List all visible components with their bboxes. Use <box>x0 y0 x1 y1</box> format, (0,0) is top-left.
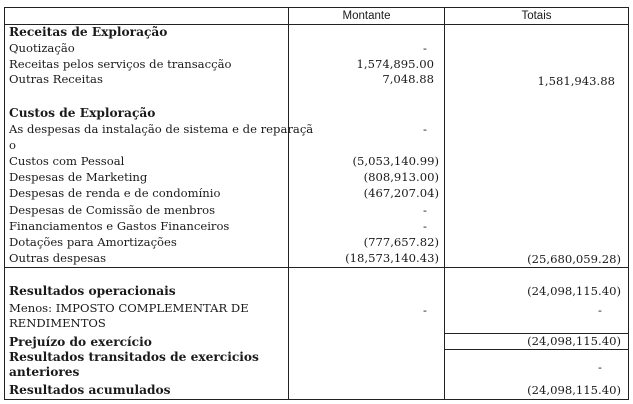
row-label-transitados: Resultados transitados de exercicios <box>9 350 259 364</box>
row-label-outras-despesas: Outras despesas <box>9 251 107 265</box>
top-border <box>4 7 629 8</box>
row-label-instalacao-cont: o <box>9 138 16 152</box>
row-label-transitados-cont: anteriores <box>9 365 80 379</box>
row-montante-renda: (467,207.04) <box>363 186 439 200</box>
row-label-pessoal: Custos com Pessoal <box>9 154 125 168</box>
section-title-custos: Custos de Exploração <box>9 106 156 120</box>
row-label-amortizacoes: Dotações para Amortizações <box>9 235 177 249</box>
row-montante-outras-receitas: 7,048.88 <box>382 72 434 86</box>
row-totais-resultados-operacionais: (24,098,115.40) <box>527 284 621 298</box>
totals-rule-transitados <box>444 349 629 350</box>
bottom-border <box>4 399 629 400</box>
row-montante-financiamentos: - <box>423 219 427 233</box>
left-border <box>4 7 5 400</box>
row-totais-imposto: - <box>598 303 602 317</box>
row-label-servicos: Receitas pelos serviços de transacção <box>9 57 232 71</box>
row-montante-instalacao: - <box>423 122 427 136</box>
row-montante-amortizacoes: (777,657.82) <box>363 235 439 249</box>
row-montante-comissao: - <box>423 203 427 217</box>
row-montante-imposto: - <box>423 303 427 317</box>
header-totais: Totais <box>521 10 552 22</box>
row-totais-transitados: - <box>598 360 602 374</box>
row-label-renda: Despesas de renda e de condomínio <box>9 186 221 200</box>
row-label-financiamentos: Financiamentos e Gastos Financeiros <box>9 219 230 233</box>
row-label-imposto: Menos: IMPOSTO COMPLEMENTAR DE <box>9 301 249 315</box>
row-montante-servicos: 1,574,895.00 <box>356 57 434 71</box>
col-divider-1 <box>288 7 289 400</box>
row-montante-quotizacao: - <box>423 41 427 55</box>
row-totais-acumulados: (24,098,115.40) <box>527 383 621 397</box>
row-totais-prejuizo: (24,098,115.40) <box>527 334 621 348</box>
section-divider <box>4 267 629 268</box>
row-montante-marketing: (808,913.00) <box>363 170 439 184</box>
row-totais-custos: (25,680,059.28) <box>527 252 621 266</box>
row-label-outras-receitas: Outras Receitas <box>9 72 103 86</box>
col-divider-2 <box>444 7 445 400</box>
row-totais-receitas: 1,581,943.88 <box>537 74 615 88</box>
row-montante-pessoal: (5,053,140.99) <box>352 154 439 168</box>
section-title-receitas: Receitas de Exploração <box>9 25 168 39</box>
row-label-imposto-cont: RENDIMENTOS <box>9 316 106 330</box>
row-label-instalacao: As despesas da instalação de sistema e de reparaçã <box>9 122 314 136</box>
right-border <box>628 7 629 400</box>
header-montante: Montante <box>342 10 391 22</box>
row-label-marketing: Despesas de Marketing <box>9 170 148 184</box>
row-label-prejuizo: Prejuízo do exercício <box>9 335 152 349</box>
row-label-acumulados: Resultados acumulados <box>9 383 171 397</box>
row-montante-outras-despesas: (18,573,140.43) <box>345 251 439 265</box>
row-label-resultados-operacionais: Resultados operacionais <box>9 284 176 298</box>
row-label-quotizacao: Quotização <box>9 41 75 55</box>
row-label-comissao: Despesas de Comissão de menbros <box>9 203 216 217</box>
